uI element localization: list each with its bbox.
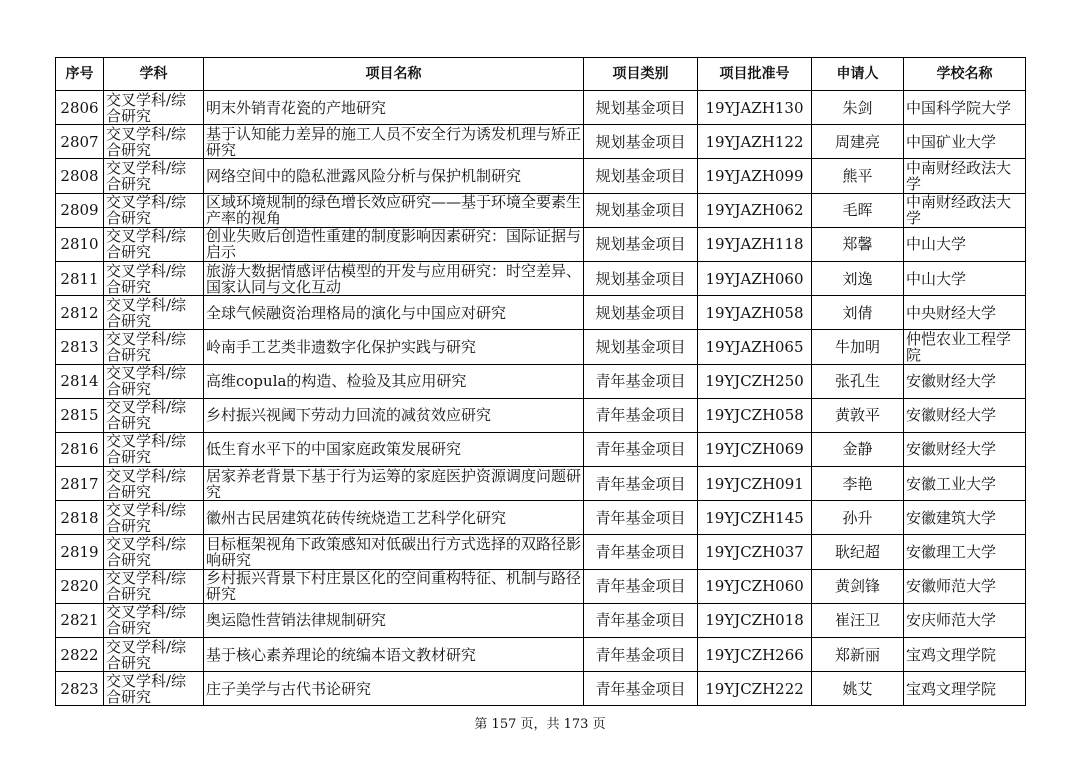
cell-school-text: 安庆师范大学: [906, 612, 997, 629]
cell-project-title: [204, 467, 584, 501]
cell-applicant-text: 郑新丽: [834, 646, 880, 663]
cell-category-text: 青年基金项目: [595, 646, 686, 663]
cell-subject-text: 交叉学科/综合研究: [106, 604, 187, 637]
cell-serial: [56, 535, 104, 569]
cell-serial: [56, 603, 104, 637]
cell-applicant: [812, 603, 904, 637]
cell-school: [904, 603, 1026, 637]
cell-applicant-text: 孙升: [842, 509, 873, 526]
cell-approval-number-text: 19YJAZH060: [705, 270, 804, 287]
cell-school: [904, 638, 1026, 672]
cell-category-text: 规划基金项目: [595, 236, 686, 253]
table-row: [56, 569, 1026, 603]
cell-project-title-text: 创业失败后创造性重建的制度影响因素研究：国际证据与启示: [206, 228, 581, 261]
cell-approval-number-text: 19YJCZH058: [705, 407, 804, 424]
cell-serial-text: 2809: [60, 202, 99, 219]
cell-category: [584, 193, 698, 227]
cell-category-text: 规划基金项目: [595, 133, 686, 150]
cell-approval-number-text: 19YJAZH118: [705, 236, 804, 253]
cell-subject: [104, 91, 204, 125]
cell-approval-number-text: 19YJCZH091: [705, 475, 804, 492]
cell-category: [584, 364, 698, 398]
cell-category-text: 规划基金项目: [595, 270, 686, 287]
cell-project-title-text: 乡村振兴视阈下劳动力回流的减贫效应研究: [206, 407, 492, 424]
cell-serial: [56, 672, 104, 706]
cell-school: [904, 261, 1026, 295]
cell-category: [584, 91, 698, 125]
cell-school: [904, 467, 1026, 501]
cell-approval-number-text: 19YJCZH018: [705, 612, 804, 629]
cell-applicant: [812, 227, 904, 261]
cell-serial: [56, 569, 104, 603]
cell-applicant-text: 黄剑锋: [834, 578, 880, 595]
cell-serial-text: 2817: [60, 475, 99, 492]
cell-approval-number-text: 19YJCZH145: [705, 509, 804, 526]
cell-serial: [56, 296, 104, 330]
cell-approval-number: [698, 159, 812, 193]
cell-approval-number-text: 19YJCZH069: [705, 441, 804, 458]
table-row: [56, 330, 1026, 364]
cell-applicant: [812, 330, 904, 364]
table-row: [56, 603, 1026, 637]
cell-approval-number: [698, 467, 812, 501]
cell-category: [584, 672, 698, 706]
cell-category: [584, 227, 698, 261]
cell-approval-number: [698, 125, 812, 159]
cell-subject-text: 交叉学科/综合研究: [106, 638, 187, 671]
cell-school-text: 安徽财经大学: [906, 373, 997, 390]
table-row: [56, 535, 1026, 569]
cell-project-title: [204, 261, 584, 295]
cell-applicant-text: 耿纪超: [834, 544, 880, 561]
cell-approval-number: [698, 227, 812, 261]
cell-approval-number-text: 19YJCZH060: [705, 578, 804, 595]
cell-school: [904, 535, 1026, 569]
cell-serial-text: 2823: [60, 680, 99, 697]
table-row: [56, 91, 1026, 125]
cell-subject: [104, 467, 204, 501]
cell-subject: [104, 638, 204, 672]
cell-applicant: [812, 261, 904, 295]
cell-project-title: [204, 398, 584, 432]
cell-applicant-text: 朱剑: [842, 99, 873, 116]
cell-serial: [56, 261, 104, 295]
cell-school: [904, 364, 1026, 398]
cell-approval-number-text: 19YJAZH099: [705, 167, 804, 184]
cell-approval-number: [698, 193, 812, 227]
cell-applicant-text: 刘逸: [842, 270, 873, 287]
cell-school: [904, 91, 1026, 125]
cell-project-title-text: 奥运隐性营销法律规制研究: [206, 612, 387, 629]
cell-approval-number: [698, 672, 812, 706]
cell-category-text: 规划基金项目: [595, 167, 686, 184]
cell-school-text: 宝鸡文理学院: [906, 680, 997, 697]
cell-serial: [56, 398, 104, 432]
cell-approval-number-text: 19YJCZH037: [705, 544, 804, 561]
cell-category-text: 青年基金项目: [595, 680, 686, 697]
cell-applicant-text: 张孔生: [834, 373, 880, 390]
header-subject: 学科: [104, 58, 204, 91]
cell-applicant: [812, 193, 904, 227]
cell-project-title-text: 旅游大数据情感评估模型的开发与应用研究：时空差异、国家认同与文化互动: [206, 262, 581, 295]
cell-approval-number-text: 19YJCZH266: [705, 646, 804, 663]
cell-applicant: [812, 296, 904, 330]
cell-project-title: [204, 364, 584, 398]
cell-subject-text: 交叉学科/综合研究: [106, 570, 187, 603]
cell-applicant: [812, 398, 904, 432]
cell-project-title: [204, 501, 584, 535]
cell-project-title: [204, 432, 584, 466]
cell-category: [584, 535, 698, 569]
cell-project-title-text: 明末外销青花瓷的产地研究: [206, 99, 387, 116]
header-serial: 序号: [56, 58, 104, 91]
cell-subject-text: 交叉学科/综合研究: [106, 365, 187, 398]
cell-school: [904, 159, 1026, 193]
cell-category-text: 规划基金项目: [595, 338, 686, 355]
cell-project-title-text: 居家养老背景下基于行为运筹的家庭医护资源调度问题研究: [206, 467, 581, 500]
cell-project-title: [204, 330, 584, 364]
table-row: [56, 227, 1026, 261]
cell-applicant: [812, 467, 904, 501]
cell-project-title-text: 基于认知能力差异的施工人员不安全行为诱发机理与矫正研究: [206, 125, 581, 158]
cell-serial: [56, 159, 104, 193]
cell-category: [584, 125, 698, 159]
cell-approval-number: [698, 603, 812, 637]
cell-applicant: [812, 501, 904, 535]
cell-school-text: 安徽建筑大学: [906, 509, 997, 526]
cell-serial-text: 2808: [60, 167, 99, 184]
cell-approval-number: [698, 398, 812, 432]
cell-subject-text: 交叉学科/综合研究: [106, 330, 187, 363]
cell-serial-text: 2811: [60, 270, 99, 287]
cell-subject-text: 交叉学科/综合研究: [106, 399, 187, 432]
cell-school: [904, 432, 1026, 466]
cell-serial: [56, 193, 104, 227]
cell-subject: [104, 364, 204, 398]
cell-serial-text: 2810: [60, 236, 99, 253]
page-footer: 第 157 页，共 173 页: [474, 717, 606, 732]
cell-category-text: 青年基金项目: [595, 441, 686, 458]
cell-serial-text: 2814: [60, 373, 99, 390]
cell-subject-text: 交叉学科/综合研究: [106, 467, 187, 500]
header-applicant: 申请人: [812, 58, 904, 91]
cell-approval-number-text: 19YJAZH130: [705, 99, 804, 116]
cell-serial: [56, 227, 104, 261]
table-header-row: [56, 58, 1026, 91]
cell-project-title-text: 低生育水平下的中国家庭政策发展研究: [206, 441, 462, 458]
cell-serial-text: 2816: [60, 441, 99, 458]
cell-subject-text: 交叉学科/综合研究: [106, 159, 187, 192]
cell-serial: [56, 432, 104, 466]
cell-approval-number: [698, 569, 812, 603]
cell-subject: [104, 296, 204, 330]
cell-approval-number: [698, 330, 812, 364]
cell-serial-text: 2819: [60, 544, 99, 561]
cell-category: [584, 432, 698, 466]
cell-school-text: 仲恺农业工程学院: [906, 330, 1012, 363]
cell-subject-text: 交叉学科/综合研究: [106, 262, 187, 295]
cell-serial: [56, 638, 104, 672]
table-row: [56, 638, 1026, 672]
cell-applicant: [812, 125, 904, 159]
cell-serial: [56, 364, 104, 398]
cell-approval-number: [698, 261, 812, 295]
table-row: [56, 125, 1026, 159]
cell-serial-text: 2806: [60, 99, 99, 116]
cell-category-text: 青年基金项目: [595, 373, 686, 390]
cell-applicant: [812, 364, 904, 398]
cell-school-text: 宝鸡文理学院: [906, 646, 997, 663]
cell-school-text: 中央财经大学: [906, 304, 997, 321]
cell-school: [904, 398, 1026, 432]
cell-subject: [104, 330, 204, 364]
cell-applicant: [812, 91, 904, 125]
cell-subject-text: 交叉学科/综合研究: [106, 194, 187, 227]
cell-approval-number-text: 19YJAZH062: [705, 202, 804, 219]
table-row: [56, 467, 1026, 501]
cell-applicant-text: 熊平: [842, 167, 873, 184]
cell-category-text: 规划基金项目: [595, 202, 686, 219]
cell-subject: [104, 261, 204, 295]
header-category: 项目类别: [584, 58, 698, 91]
cell-school: [904, 501, 1026, 535]
cell-project-title: [204, 159, 584, 193]
cell-project-title-text: 高维copula的构造、检验及其应用研究: [206, 373, 467, 390]
cell-subject: [104, 432, 204, 466]
cell-applicant-text: 毛晖: [842, 202, 873, 219]
cell-subject-text: 交叉学科/综合研究: [106, 672, 187, 705]
cell-category: [584, 330, 698, 364]
cell-category-text: 青年基金项目: [595, 544, 686, 561]
cell-approval-number-text: 19YJAZH058: [705, 304, 804, 321]
cell-applicant: [812, 569, 904, 603]
cell-subject-text: 交叉学科/综合研究: [106, 296, 187, 329]
cell-project-title: [204, 638, 584, 672]
cell-approval-number-text: 19YJCZH250: [705, 373, 804, 390]
cell-school-text: 中国科学院大学: [906, 99, 1012, 116]
cell-serial: [56, 330, 104, 364]
cell-school-text: 中南财经政法大学: [906, 159, 1012, 192]
cell-applicant-text: 刘倩: [842, 304, 873, 321]
table-row: [56, 398, 1026, 432]
cell-category-text: 青年基金项目: [595, 612, 686, 629]
table-body: [56, 91, 1026, 706]
cell-school-text: 安徽财经大学: [906, 441, 997, 458]
header-school: 学校名称: [904, 58, 1026, 91]
table-row: [56, 261, 1026, 295]
cell-project-title-text: 徽州古民居建筑花砖传统烧造工艺科学化研究: [206, 509, 507, 526]
cell-subject: [104, 501, 204, 535]
cell-project-title-text: 乡村振兴背景下村庄景区化的空间重构特征、机制与路径研究: [206, 570, 581, 603]
cell-school: [904, 569, 1026, 603]
cell-applicant: [812, 159, 904, 193]
cell-school-text: 中山大学: [906, 270, 967, 287]
cell-serial-text: 2815: [60, 407, 99, 424]
cell-serial-text: 2818: [60, 509, 99, 526]
cell-category: [584, 159, 698, 193]
table-row: [56, 364, 1026, 398]
cell-subject-text: 交叉学科/综合研究: [106, 501, 187, 534]
project-table: [55, 57, 1026, 706]
cell-school: [904, 296, 1026, 330]
cell-subject: [104, 227, 204, 261]
cell-category: [584, 398, 698, 432]
cell-serial-text: 2813: [60, 338, 99, 355]
cell-applicant: [812, 638, 904, 672]
cell-project-title: [204, 227, 584, 261]
cell-project-title: [204, 125, 584, 159]
cell-subject: [104, 603, 204, 637]
cell-school: [904, 125, 1026, 159]
cell-school: [904, 330, 1026, 364]
cell-project-title: [204, 535, 584, 569]
cell-subject-text: 交叉学科/综合研究: [106, 433, 187, 466]
cell-category: [584, 261, 698, 295]
cell-applicant: [812, 535, 904, 569]
cell-subject-text: 交叉学科/综合研究: [106, 228, 187, 261]
cell-approval-number: [698, 364, 812, 398]
cell-school-text: 安徽工业大学: [906, 475, 997, 492]
cell-category-text: 青年基金项目: [595, 475, 686, 492]
cell-school-text: 中国矿业大学: [906, 133, 997, 150]
cell-school-text: 安徽理工大学: [906, 544, 997, 561]
cell-serial-text: 2820: [60, 578, 99, 595]
cell-serial-text: 2822: [60, 646, 99, 663]
cell-school: [904, 227, 1026, 261]
cell-subject: [104, 159, 204, 193]
cell-category-text: 青年基金项目: [595, 407, 686, 424]
cell-school: [904, 193, 1026, 227]
cell-school-text: 安徽财经大学: [906, 407, 997, 424]
cell-subject: [104, 569, 204, 603]
cell-project-title-text: 基于核心素养理论的统编本语文教材研究: [206, 646, 477, 663]
cell-category: [584, 569, 698, 603]
cell-project-title: [204, 672, 584, 706]
cell-project-title-text: 全球气候融资治理格局的演化与中国应对研究: [206, 304, 507, 321]
cell-category-text: 青年基金项目: [595, 509, 686, 526]
cell-school-text: 安徽师范大学: [906, 578, 997, 595]
cell-serial: [56, 125, 104, 159]
cell-category-text: 规划基金项目: [595, 304, 686, 321]
cell-subject: [104, 193, 204, 227]
cell-applicant-text: 牛加明: [834, 338, 880, 355]
cell-project-title: [204, 91, 584, 125]
cell-applicant-text: 姚艾: [842, 680, 873, 697]
header-approval-number: 项目批准号: [698, 58, 812, 91]
cell-applicant-text: 李艳: [842, 475, 873, 492]
cell-approval-number: [698, 535, 812, 569]
cell-subject: [104, 125, 204, 159]
cell-serial-text: 2812: [60, 304, 99, 321]
cell-school-text: 中南财经政法大学: [906, 194, 1012, 227]
cell-approval-number: [698, 501, 812, 535]
table-row: [56, 501, 1026, 535]
cell-project-title-text: 目标框架视角下政策感知对低碳出行方式选择的双路径影响研究: [206, 536, 581, 569]
cell-subject-text: 交叉学科/综合研究: [106, 125, 187, 158]
cell-serial: [56, 467, 104, 501]
cell-applicant-text: 周建亮: [834, 133, 880, 150]
cell-approval-number: [698, 91, 812, 125]
cell-applicant-text: 郑馨: [842, 236, 873, 253]
cell-category-text: 规划基金项目: [595, 99, 686, 116]
cell-subject: [104, 398, 204, 432]
cell-category-text: 青年基金项目: [595, 578, 686, 595]
cell-category: [584, 603, 698, 637]
cell-project-title-text: 岭南手工艺类非遗数字化保护实践与研究: [206, 338, 477, 355]
cell-applicant-text: 崔汪卫: [834, 612, 880, 629]
cell-subject-text: 交叉学科/综合研究: [106, 91, 187, 124]
cell-approval-number-text: 19YJAZH065: [705, 338, 804, 355]
cell-approval-number: [698, 296, 812, 330]
cell-project-title: [204, 603, 584, 637]
cell-category: [584, 501, 698, 535]
cell-approval-number: [698, 638, 812, 672]
table-row: [56, 159, 1026, 193]
cell-approval-number-text: 19YJCZH222: [705, 680, 804, 697]
cell-subject: [104, 672, 204, 706]
cell-category: [584, 638, 698, 672]
cell-category: [584, 296, 698, 330]
table-row: [56, 296, 1026, 330]
cell-project-title: [204, 296, 584, 330]
cell-project-title: [204, 193, 584, 227]
cell-approval-number: [698, 432, 812, 466]
cell-project-title-text: 区域环境规制的绿色增长效应研究——基于环境全要素生产率的视角: [206, 194, 581, 227]
table-row: [56, 432, 1026, 466]
cell-school-text: 中山大学: [906, 236, 967, 253]
cell-serial-text: 2821: [60, 612, 99, 629]
cell-applicant: [812, 672, 904, 706]
cell-serial-text: 2807: [60, 133, 99, 150]
cell-applicant-text: 金静: [842, 441, 873, 458]
cell-subject-text: 交叉学科/综合研究: [106, 536, 187, 569]
header-title: 项目名称: [204, 58, 584, 91]
cell-subject: [104, 535, 204, 569]
cell-project-title-text: 网络空间中的隐私泄露风险分析与保护机制研究: [206, 167, 522, 184]
cell-school: [904, 672, 1026, 706]
cell-approval-number-text: 19YJAZH122: [705, 133, 804, 150]
cell-project-title-text: 庄子美学与古代书论研究: [206, 680, 372, 697]
cell-serial: [56, 91, 104, 125]
cell-applicant: [812, 432, 904, 466]
table-row: [56, 193, 1026, 227]
cell-applicant-text: 黄敦平: [834, 407, 880, 424]
cell-category: [584, 467, 698, 501]
cell-project-title: [204, 569, 584, 603]
cell-serial: [56, 501, 104, 535]
table-row: [56, 672, 1026, 706]
